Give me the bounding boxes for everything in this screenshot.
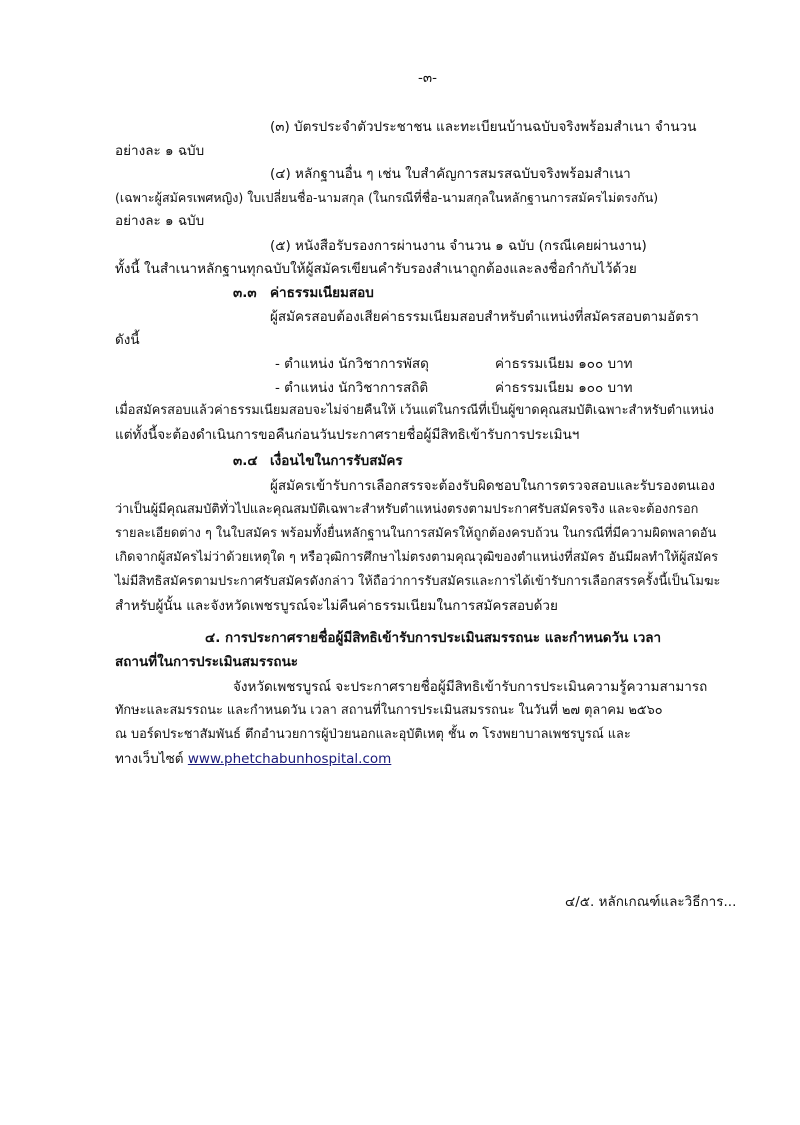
footer-next-section: ๔/๕. หลักเกณฑ์และวิธีการ... [565,894,737,910]
website-prefix: ทางเว็บไซต์ [115,751,184,767]
fee-intro-cont: ดังนี้ [115,332,140,348]
doc-note: ทั้งนี้ ในสำเนาหลักฐานทุกฉบับให้ผู้สมัครเขียนคำรับรองสำเนาถูกต้องและลงชื่อกำกับไว้ด้วย [115,261,637,277]
conditions-line: เกิดจากผู้สมัครไม่ว่าด้วยเหตุใด ๆ หรือวุฒิการศึกษาไม่ตรงตามคุณวุฒิของตำแหน่งที่สมัคร อันมีผลทำให้ผู้สมัคร [115,550,719,565]
section4-line: จังหวัดเพชรบูรณ์ จะประกาศรายชื่อผู้มีสิทธิเข้ารับการประเมินความรู้ความสามารถ [233,679,708,695]
fee-heading: ค่าธรรมเนียมสอบ [270,285,374,301]
fee-row-position: - ตำแหน่ง นักวิชาการพัสดุ [275,356,429,372]
doc-item-4: (๔) หลักฐานอื่น ๆ เช่น ใบสำคัญการสมรสฉบับจริงพร้อมสำเนา [270,166,631,182]
fee-refund: เมื่อสมัครสอบแล้วค่าธรรมเนียมสอบจะไม่จ่ายคืนให้ เว้นแต่ในกรณีที่เป็นผู้ขาดคุณสมบัติเฉพาะสำหรับตำแหน่ง [115,403,715,418]
doc-item-3: (๓) บัตรประจำตัวประชาชน และทะเบียนบ้านฉบับจริงพร้อมสำเนา จำนวน [270,119,697,135]
section4-heading: ๔. การประกาศรายชื่อผู้มีสิทธิเข้ารับการประเมินสมรรถนะ และกำหนดวัน เวลา [205,630,662,646]
conditions-line: รายละเอียดต่าง ๆ ในใบสมัคร พร้อมทั้งยื่นหลักฐานในการสมัครให้ถูกต้องครบถ้วน ในกรณีที่มีความผิดพลาดอัน [115,526,717,541]
section4-heading-cont: สถานที่ในการประเมินสมรรถนะ [115,654,299,670]
doc-item-4-cont2: อย่างละ ๑ ฉบับ [115,213,205,229]
doc-item-3-cont: อย่างละ ๑ ฉบับ [115,143,205,159]
conditions-line: ผู้สมัครเข้ารับการเลือกสรรจะต้องรับผิดชอบในการตรวจสอบและรับรองตนเอง [270,478,716,494]
fee-row-amount: ค่าธรรมเนียม ๑๐๐ บาท [495,380,633,396]
conditions-line: ไม่มีสิทธิสมัครตามประกาศรับสมัครดังกล่าว ให้ถือว่าการรับสมัครและการได้เข้ารับการเลือกสรรครั้งนี้เป็นโมฆะ [115,574,721,589]
page-number: -๓- [418,70,437,86]
doc-item-5: (๕) หนังสือรับรองการผ่านงาน จำนวน ๑ ฉบับ (กรณีเคยผ่านงาน) [270,238,647,254]
section4-website-line [115,749,391,769]
conditions-line: สำหรับผู้นั้น และจังหวัดเพชรบูรณ์จะไม่คืนค่าธรรมเนียมในการสมัครสอบด้วย [115,598,558,614]
conditions-number: ๓.๔ [233,453,258,469]
section4-line: ทักษะและสมรรถนะ และกำหนดวัน เวลา สถานที่ในการประเมินสมรรถนะ ในวันที่ ๒๗ ตุลาคม ๒๕๖๐ [115,703,663,718]
doc-item-4-cont: (เฉพาะผู้สมัครเพศหญิง) ใบเปลี่ยนชื่อ-นามสกุล (ในกรณีที่ชื่อ-นามสกุลในหลักฐานการสมัครไม่ตรงกัน) [115,190,659,205]
website-link[interactable]: www.phetchabunhospital.com [187,751,392,767]
fee-refund-cont: แต่ทั้งนี้จะต้องดำเนินการขอคืนก่อนวันประกาศรายชื่อผู้มีสิทธิเข้ารับการประเมินฯ [115,427,580,443]
section4-line: ณ บอร์ดประชาสัมพันธ์ ตึกอำนวยการผู้ป่วยนอกและอุบัติเหตุ ชั้น ๓ โรงพยาบาลเพชรบูรณ์ และ [115,727,631,742]
conditions-heading: เงื่อนไขในการรับสมัคร [270,453,403,469]
fee-number: ๓.๓ [233,285,257,301]
fee-row-position: - ตำแหน่ง นักวิชาการสถิติ [275,380,429,396]
fee-row-amount: ค่าธรรมเนียม ๑๐๐ บาท [495,356,633,372]
conditions-line: ว่าเป็นผู้มีคุณสมบัติทั่วไปและคุณสมบัติเฉพาะสำหรับตำแหน่งตรงตามประกาศรับสมัครจริง และจะต้องกรอก [115,502,699,517]
fee-intro: ผู้สมัครสอบต้องเสียค่าธรรมเนียมสอบสำหรับตำแหน่งที่สมัครสอบตามอัตรา [270,309,699,325]
